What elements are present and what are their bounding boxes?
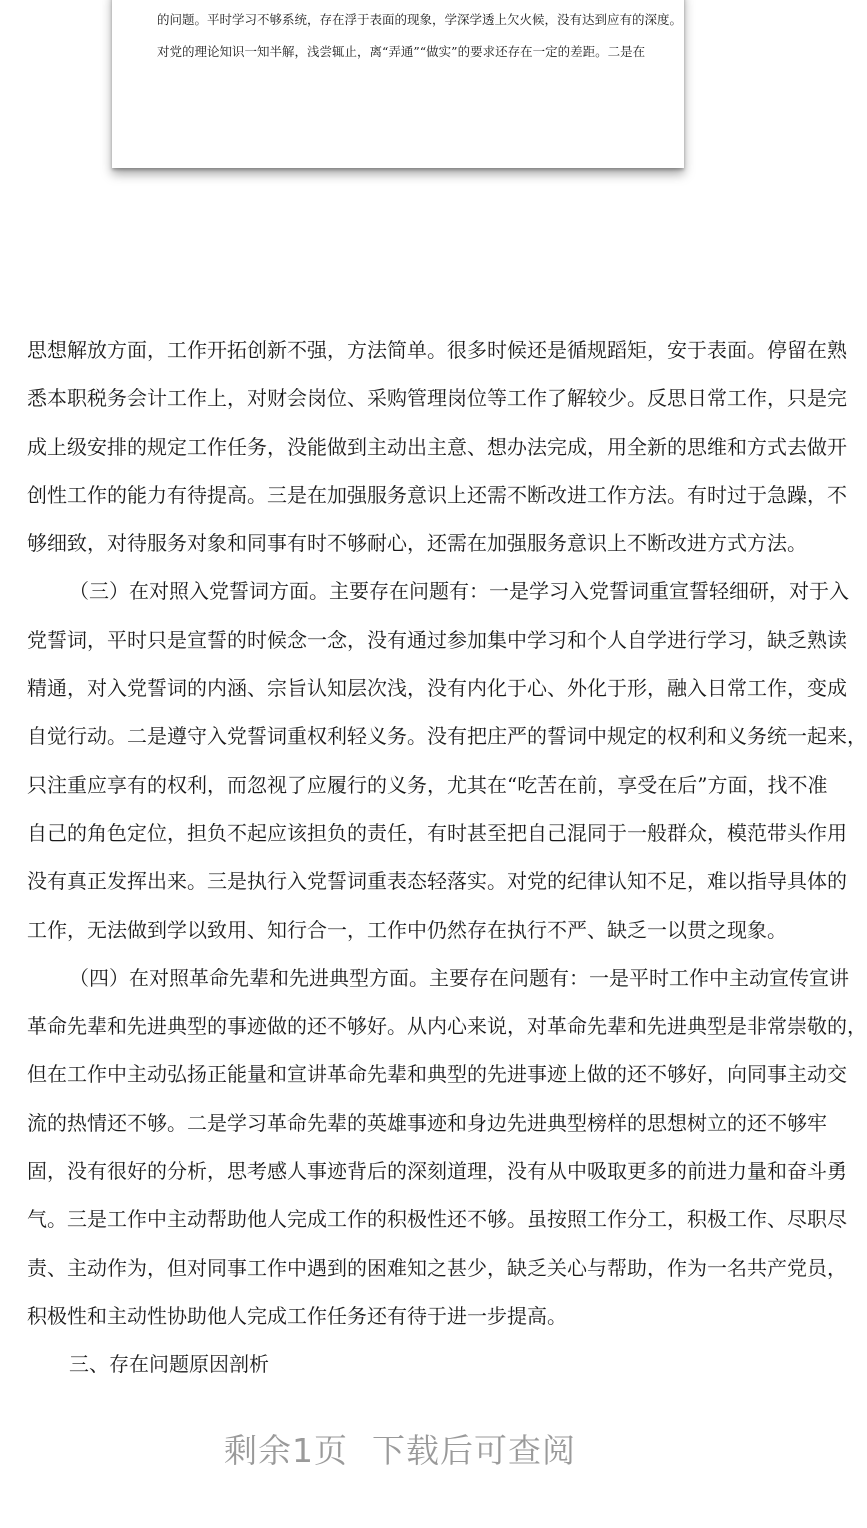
preview-line: 对党的理论知识一知半解，浅尝辄止，离“弄通”“做实”的要求还存在一定的差距。二是在 xyxy=(157,44,646,59)
paragraph xyxy=(27,326,847,567)
text-line: 革命先辈和先进典型的事迹做的还不够好。从内心来说，对革命先辈和先进典型是非常崇敬的， xyxy=(27,1014,867,1039)
text-line: 党誓词，平时只是宣誓的时候念一念，没有通过参加集中学习和个人自学进行学习，缺乏熟读 xyxy=(27,627,847,652)
text-line: 精通，对入党誓词的内涵、宗旨认知层次浅，没有内化于心、外化于形，融入日常工作，变成 xyxy=(27,676,847,701)
download-prompt[interactable] xyxy=(0,1425,800,1472)
paragraph xyxy=(27,954,867,1340)
text-line: 自觉行动。二是遵守入党誓词重权利轻义务。没有把庄严的誓词中规定的权利和义务统一起来， xyxy=(27,724,867,749)
text-line: 思想解放方面，工作开拓创新不强，方法简单。很多时候还是循规蹈矩，安于表面。停留在熟 xyxy=(27,338,847,362)
download-to-view-label[interactable]: 下载后可查阅 xyxy=(372,1431,576,1470)
text-line: 自己的角色定位，担负不起应该担负的责任，有时甚至把自己混同于一般群众，模范带头作用 xyxy=(27,820,847,845)
text-line: 悉本职税务会计工作上，对财会岗位、采购管理岗位等工作了解较少。反思日常工作，只是完 xyxy=(27,386,847,411)
text-line: 流的热情还不够。二是学习革命先辈的英雄事迹和身边先进典型榜样的思想树立的还不够牢 xyxy=(27,1110,827,1135)
document-body xyxy=(27,326,867,1389)
text-line: （三）在对照入党誓词方面。主要存在问题有：一是学习入党誓词重宣誓轻细研，对于入 xyxy=(69,579,849,604)
text-line: 责、主动作为，但对同事工作中遇到的困难知之甚少，缺乏关心与帮助，作为一名共产党员， xyxy=(27,1255,847,1280)
text-line: 积极性和主动性协助他人完成工作任务还有待于进一步提高。 xyxy=(27,1303,567,1328)
text-line: 成上级安排的规定工作任务，没能做到主动出主意、想办法完成，用全新的思维和方式去做开 xyxy=(27,434,847,459)
text-line: 创性工作的能力有待提高。三是在加强服务意识上还需不断改进工作方法。有时过于急躁，不 xyxy=(27,482,847,507)
paragraph xyxy=(27,1340,775,1388)
text-line: 固，没有很好的分析，思考感人事迹背后的深刻道理，没有从中吸取更多的前进力量和奋斗勇 xyxy=(27,1159,847,1184)
text-line: 气。三是工作中主动帮助他人完成工作的积极性还不够。虽按照工作分工，积极工作、尽职尽 xyxy=(27,1207,847,1232)
text-line: （四）在对照革命先辈和先进典型方面。主要存在问题有：一是平时工作中主动宣传宣讲 xyxy=(69,965,849,990)
text-line: 但在工作中主动弘扬正能量和宣讲革命先辈和典型的先进事迹上做的还不够好，向同事主动交 xyxy=(27,1062,847,1087)
text-line: 只注重应享有的权利，而忽视了应履行的义务，尤其在“吃苦在前，享受在后”方面，找不准 xyxy=(27,772,828,797)
text-line: 够细致，对待服务对象和同事有时不够耐心，还需在加强服务意识上不断改进方式方法。 xyxy=(27,531,807,556)
text-line: 工作，无法做到学以致用、知行合一，工作中仍然存在执行不严、缺乏一以贯之现象。 xyxy=(27,917,787,942)
preview-line: 的问题。平时学习不够系统，存在浮于表面的现象，学深学透上欠火候，没有达到应有的深度。 xyxy=(157,12,683,27)
text-line: 三、存在问题原因剖析 xyxy=(69,1352,269,1377)
remaining-pages-label: 剩余1页 xyxy=(224,1431,348,1470)
paragraph xyxy=(27,567,867,953)
text-line: 没有真正发挥出来。三是执行入党誓词重表态轻落实。对党的纪律认知不足，难以指导具体的 xyxy=(27,869,847,894)
previous-page-preview xyxy=(112,0,684,168)
